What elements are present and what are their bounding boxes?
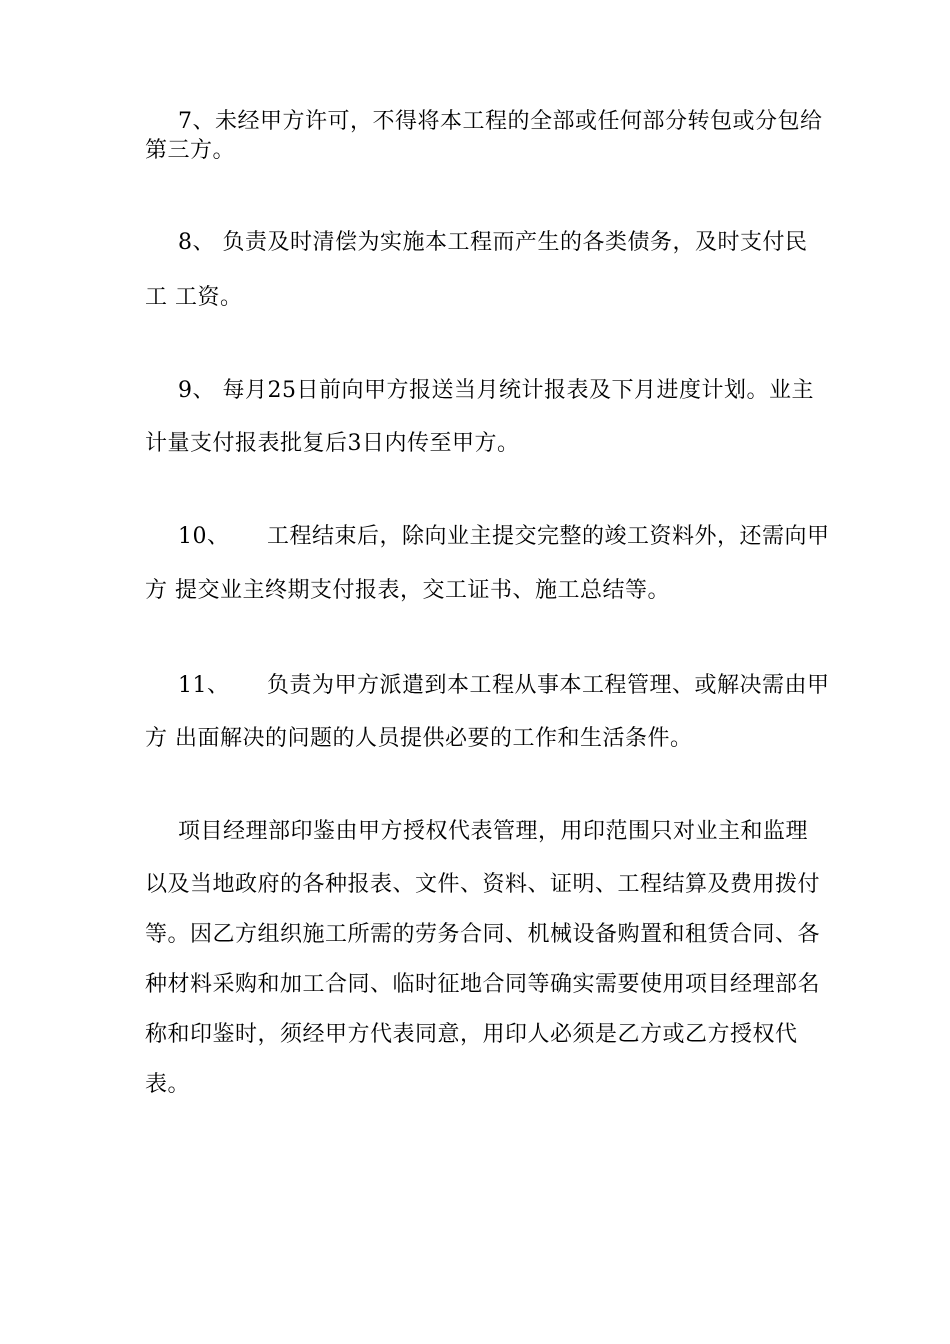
item-9-line-1: 9、 每月25日前向甲方报送当月统计报表及下月进度计划。业主 [178, 378, 814, 403]
item-7-line-1: 7、未经甲方许可，不得将本工程的全部或任何部分转包或分包给 [178, 109, 823, 134]
seal-paragraph-line-4: 种材料采购和加工合同、临时征地合同等确实需要使用项目经理部名 [145, 972, 821, 997]
item-10-line-2: 方 提交业主终期支付报表，交工证书、施工总结等。 [145, 578, 670, 603]
seal-paragraph-line-2: 以及当地政府的各种报表、文件、资料、证明、工程结算及费用拨付 [145, 872, 821, 897]
item-7-line-2: 第三方。 [145, 138, 236, 163]
item-11-line-2: 方 出面解决的问题的人员提供必要的工作和生活条件。 [145, 726, 693, 751]
seal-paragraph-line-3: 等。因乙方组织施工所需的劳务合同、机械设备购置和租赁合同、各 [145, 922, 821, 947]
item-8-line-2: 工 工资。 [145, 285, 243, 310]
item-8-line-1: 8、 负责及时清偿为实施本工程而产生的各类债务，及时支付民 [178, 230, 808, 255]
item-11-line-1: 11、 负责为甲方派遣到本工程从事本工程管理、或解决需由甲 [178, 673, 830, 698]
item-10-line-1: 10、 工程结束后，除向业主提交完整的竣工资料外，还需向甲 [178, 524, 830, 549]
seal-paragraph-line-1: 项目经理部印鉴由甲方授权代表管理，用印范围只对业主和监理 [178, 819, 809, 844]
item-9-line-2: 计量支付报表批复后3日内传至甲方。 [145, 431, 520, 456]
seal-paragraph-line-5: 称和印鉴时，须经甲方代表同意，用印人必须是乙方或乙方授权代 [145, 1022, 798, 1047]
seal-paragraph-line-6: 表。 [145, 1072, 191, 1097]
